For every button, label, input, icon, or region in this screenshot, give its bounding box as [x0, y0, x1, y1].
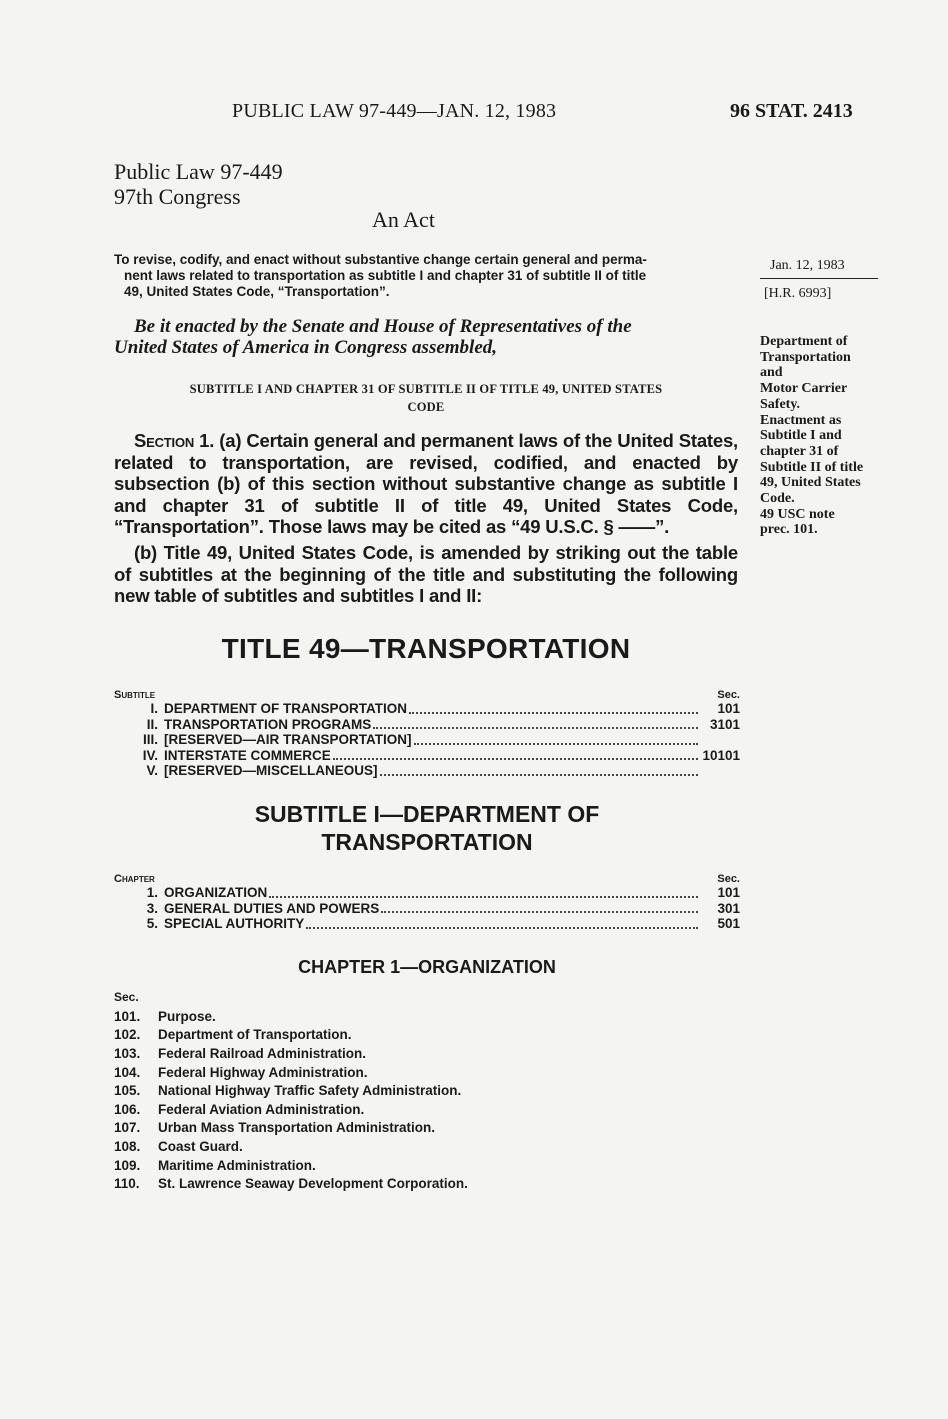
section-number: 106.: [114, 1101, 141, 1117]
congress-label: 97th Congress: [114, 184, 241, 209]
toc-header: [114, 870, 740, 885]
toc-col-right: Sec.: [717, 873, 740, 885]
toc-num: I.: [150, 701, 158, 716]
margin-divider: [760, 278, 878, 279]
section-list-item: [114, 1026, 614, 1045]
section-number: 103.: [114, 1045, 141, 1061]
title-heading: TITLE 49—TRANSPORTATION: [221, 633, 631, 664]
section-text: (b) Title 49, United States Code, is amended by striking out the table of subtitles at the beginning of the title and substituting the following new table of subtitles and subtitles I and II:: [114, 541, 738, 607]
toc-leader: [333, 758, 698, 760]
toc-leader: [306, 927, 698, 929]
section-list-item: [114, 1063, 614, 1082]
toc-num: 5.: [146, 916, 158, 931]
section-text: (a) Certain general and permanent laws of the United States, related to transportation, are revised, codified, and enacted by subsection (b) of this section without substantive change as subtitle I and chapter 31 of subtitle II of title 49, United States Code, “Transportation”. Those laws may be cited as “49 U.S.C. § ——”.: [114, 430, 738, 538]
toc-label: SPECIAL AUTHORITY: [164, 916, 305, 931]
toc-label: [RESERVED—AIR TRANSPORTATION]: [164, 732, 412, 747]
section-number: 108.: [114, 1138, 141, 1154]
section-number: 109.: [114, 1157, 141, 1173]
margin-note-line: Code.: [760, 491, 795, 507]
toc-col-left: Subtitle: [114, 689, 156, 701]
section-number: 105.: [114, 1083, 141, 1099]
margin-note-line: Department of: [760, 334, 848, 349]
section-title: Department of Transportation.: [158, 1027, 352, 1043]
section-title: Purpose.: [158, 1008, 216, 1024]
section-1-paragraph-a: [114, 430, 738, 538]
toc-num: IV.: [142, 747, 158, 763]
codification-heading-line: SUBTITLE I AND CHAPTER 31 OF SUBTITLE II OF TITLE 49, UNITED STATES: [189, 382, 663, 396]
margin-note-line: prec. 101.: [760, 522, 818, 538]
toc-leader: [414, 743, 698, 745]
margin-bill-number: [H.R. 6993]: [764, 286, 832, 301]
toc-sec: 501: [717, 916, 740, 931]
section-number: 107.: [114, 1120, 141, 1136]
section-list-item: [114, 1137, 614, 1156]
toc-num: II.: [146, 716, 158, 732]
section-list-item: [114, 1156, 614, 1175]
toc-row: [114, 885, 740, 901]
section-number: 110.: [114, 1176, 140, 1192]
toc-leader: [380, 774, 698, 776]
section-title: Federal Railroad Administration.: [158, 1045, 367, 1061]
margin-note-line: chapter 31 of: [760, 443, 839, 459]
toc-label: ORGANIZATION: [164, 885, 268, 900]
enacting-clause: [114, 316, 738, 358]
section-list-item: [114, 1119, 614, 1138]
statute-page-number: 96 STAT. 2413: [730, 100, 853, 122]
toc-label: TRANSPORTATION PROGRAMS: [164, 716, 372, 732]
purpose-line: To revise, codify, and enact without substantive change certain general and perma-: [114, 252, 647, 267]
enacting-line: Be it enacted by the Senate and House of Representatives of the: [134, 316, 632, 337]
section-list-item: [114, 1081, 614, 1100]
toc-row: [114, 916, 740, 932]
chapter-heading: CHAPTER 1—ORGANIZATION: [298, 957, 556, 977]
section-title: Federal Aviation Administration.: [158, 1101, 365, 1117]
section-list-item: [114, 1100, 614, 1119]
section-title: Coast Guard.: [158, 1138, 243, 1154]
toc-row: [114, 701, 740, 717]
toc-label: GENERAL DUTIES AND POWERS: [164, 900, 380, 916]
toc-sec: 3101: [709, 716, 740, 732]
toc-row: [114, 717, 740, 733]
toc-label: DEPARTMENT OF TRANSPORTATION: [164, 701, 407, 716]
toc-sec: 10101: [702, 747, 740, 763]
section-title: Maritime Administration.: [158, 1157, 316, 1173]
margin-note-line: and: [760, 365, 783, 381]
purpose-line: 49, United States Code, “Transportation”.: [124, 284, 390, 299]
margin-note-line: Safety.: [760, 396, 801, 412]
toc-row: [114, 748, 740, 764]
codification-heading: [114, 380, 738, 416]
toc-sec: 101: [717, 885, 740, 900]
toc-leader: [409, 712, 698, 714]
toc-row: [114, 901, 740, 917]
toc-num: 3.: [146, 900, 158, 916]
purpose-line: nent laws related to transportation as subtitle I and chapter 31 of subtitle II of title: [124, 268, 647, 283]
chapter-section-list: [114, 990, 614, 1193]
subtitle-table-of-contents: [114, 686, 740, 779]
section-list-item: [114, 1174, 614, 1193]
toc-sec: 101: [717, 701, 740, 716]
margin-note-line: Transportation: [760, 349, 851, 365]
section-1-paragraph-b: [114, 542, 738, 607]
subtitle-heading-line: SUBTITLE I—DEPARTMENT OF: [254, 801, 600, 827]
toc-leader: [269, 896, 698, 898]
toc-label: [RESERVED—MISCELLANEOUS]: [164, 763, 378, 778]
margin-note-line: Enactment as: [760, 412, 842, 428]
section-number: 102.: [114, 1027, 141, 1043]
subtitle-heading-line: TRANSPORTATION: [321, 829, 533, 855]
purpose-clause: [114, 252, 738, 300]
enacting-line: United States of America in Congress assembled,: [114, 337, 498, 358]
section-title: Federal Highway Administration.: [158, 1064, 368, 1080]
section-number: 101.: [114, 1008, 141, 1024]
margin-note-line: 49 USC note: [760, 506, 835, 522]
section-title: National Highway Traffic Safety Administration.: [158, 1083, 462, 1099]
toc-num: III.: [142, 732, 158, 747]
section-list-item: [114, 1007, 614, 1026]
margin-note-line: Subtitle II of title: [760, 459, 864, 475]
margin-note-line: Motor Carrier: [760, 381, 848, 397]
toc-num: V.: [146, 763, 158, 778]
section-list-header: Sec.: [114, 990, 139, 1004]
toc-leader: [373, 727, 698, 729]
margin-notes: [760, 334, 885, 538]
codification-heading-line: CODE: [407, 400, 445, 414]
section-title: St. Lawrence Seaway Development Corporation.: [158, 1176, 468, 1192]
section-title: Urban Mass Transportation Administration.: [158, 1120, 436, 1136]
margin-date: Jan. 12, 1983: [770, 258, 845, 273]
toc-sec: 301: [717, 900, 740, 916]
section-list-item: [114, 1044, 614, 1063]
toc-row: [114, 763, 740, 779]
chapter-table-of-contents: [114, 870, 740, 932]
toc-row: [114, 732, 740, 748]
act-label: An Act: [372, 207, 435, 232]
public-law-number: Public Law 97-449: [114, 159, 283, 184]
toc-col-right: Sec.: [717, 689, 740, 701]
section-number: 104.: [114, 1064, 141, 1080]
margin-note-line: 49, United States: [760, 475, 861, 491]
section-1: [114, 430, 738, 607]
section-lead: Section 1.: [134, 430, 215, 451]
toc-label: INTERSTATE COMMERCE: [164, 747, 331, 763]
toc-header: [114, 686, 740, 701]
toc-col-left: Chapter: [114, 873, 155, 885]
toc-leader: [381, 911, 698, 913]
running-header: PUBLIC LAW 97-449—JAN. 12, 1983: [232, 100, 557, 122]
toc-num: 1.: [146, 885, 158, 900]
subtitle-heading: [114, 800, 740, 856]
margin-note-line: Subtitle I and: [760, 428, 842, 444]
